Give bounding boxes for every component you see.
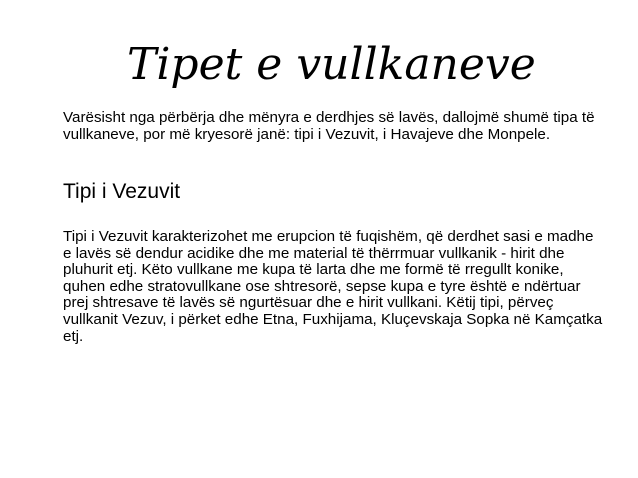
slide-title: Tipet e vullkaneve: [127, 39, 536, 90]
intro-paragraph: Varësisht nga përbërja dhe mënyra e derdhjes së lavës, dallojmë shumë tipa të vullkaneve, por më kryesorë janë: tipi i Vezuvit, i Havajeve dhe Monpele.: [63, 109, 595, 143]
section-heading: Tipi i Vezuvit: [63, 180, 181, 203]
section-paragraph: Tipi i Vezuvit karakterizohet me erupcion të fuqishëm, që derdhet sasi e madhe e lavës së dendur acidike dhe me material të thërrmuar vullkanik - hirit dhe pluhurit etj. Këto vullkane me kupa të larta dhe me formë të rregullt konike, quhen edhe stratovullkane ose shtresorë, sepse kupa e tyre është e ndërtuar prej shtresave të lavës së ngurtësuar dhe e hirit vullkani. Këtij tipi, përveç vullkanit Vezuv, i përket edhe Etna, Fuxhijama, Kluçevskaja Sopka në Kamçatka etj.: [63, 228, 603, 345]
